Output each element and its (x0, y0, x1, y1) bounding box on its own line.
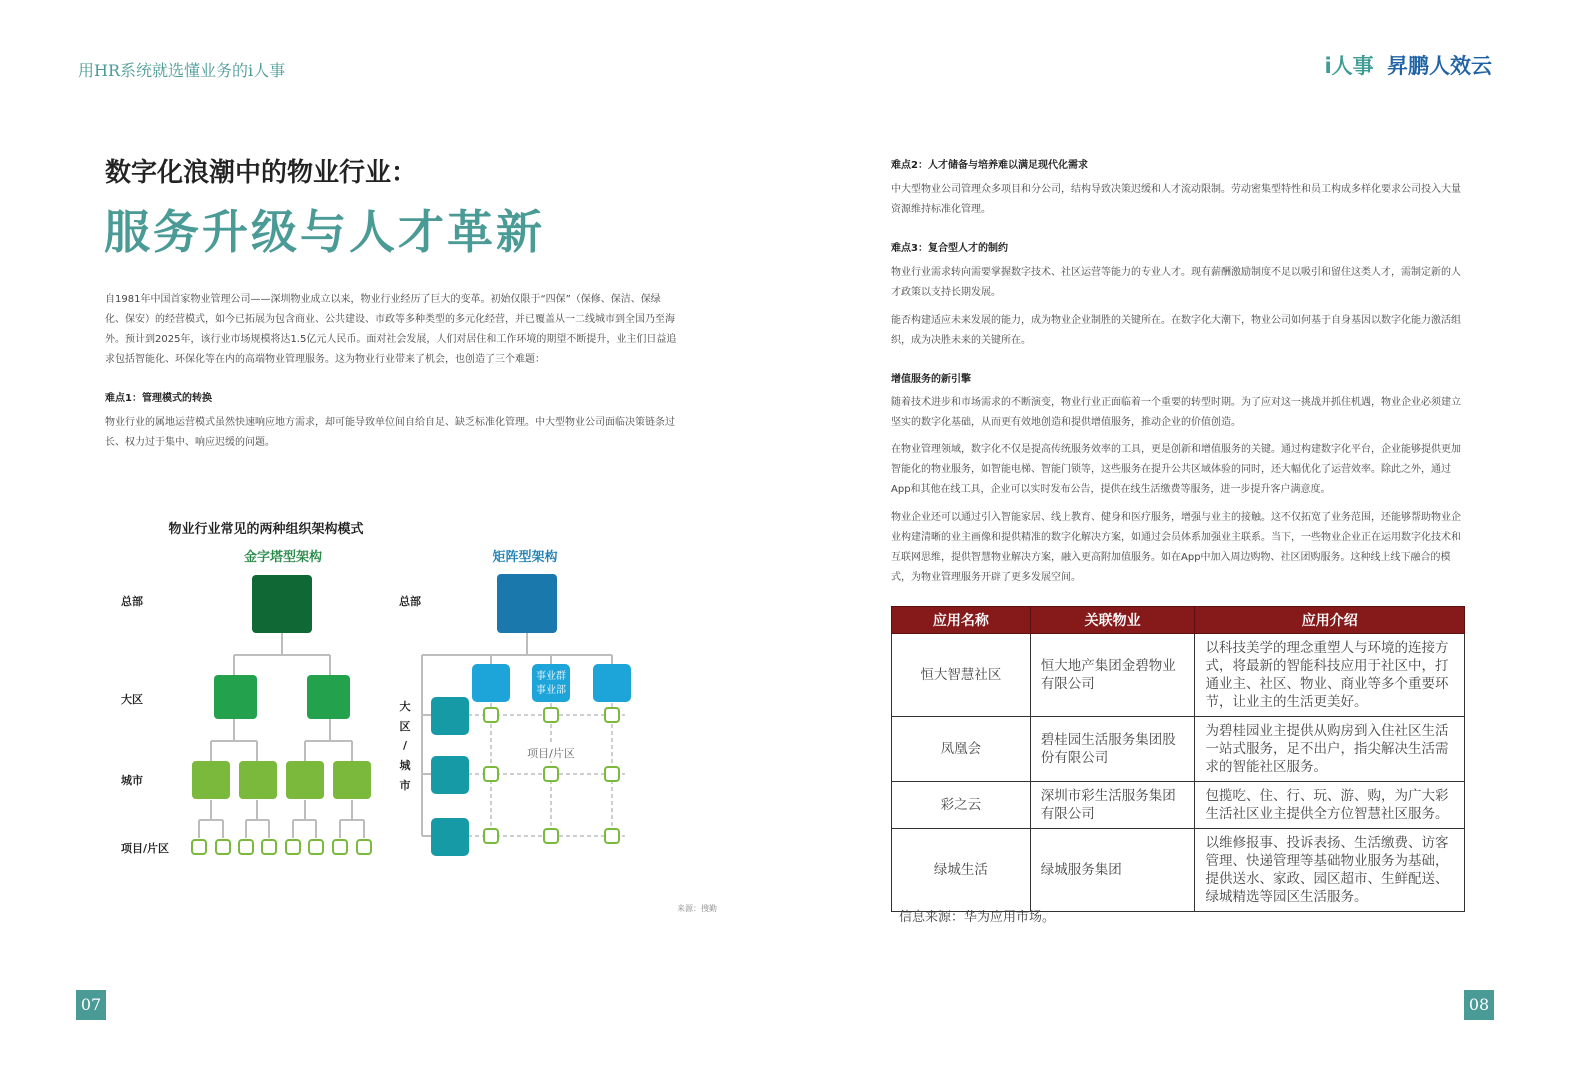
table-row (892, 717, 1465, 782)
matrix-label-hq: 总部 (399, 595, 421, 608)
matrix-project-node (484, 829, 498, 843)
pyramid-label-hq: 总部 (121, 595, 143, 608)
matrix-label-region-city: 大 (399, 700, 411, 713)
pyramid-title: 金字塔型架构 (243, 550, 323, 565)
table-header-cell: 应用名称 (892, 607, 1031, 634)
table-row (892, 829, 1465, 912)
matrix-region-node (431, 818, 469, 856)
table-cell: 绿城服务集团 (1030, 829, 1195, 912)
pyramid-region-node (307, 675, 350, 719)
pyramid-label-region: 大区 (121, 693, 143, 706)
table-row (892, 634, 1465, 717)
table-cell: 深圳市彩生活服务集团有限公司 (1030, 782, 1195, 829)
pyramid-project-node (357, 840, 371, 854)
pyramid-hq-node (252, 575, 312, 633)
matrix-project-node (544, 829, 558, 843)
value-section-title: 增值服务的新引擎 (891, 374, 971, 385)
page-title-line1: 数字化浪潮中的物业行业： (105, 158, 418, 188)
table-cell: 为碧桂园业主提供从购房到入住社区生活一站式服务，足不出户，指尖解决生活需求的智能社区服务。 (1195, 717, 1465, 782)
matrix-label-region-city: 区 (399, 720, 411, 733)
matrix-project-node (484, 767, 498, 781)
pyramid-city-node (239, 761, 277, 799)
table-header-row (892, 607, 1465, 634)
difficulty2-title: 难点2：人才储备与培养难以满足现代化需求 (891, 160, 1088, 171)
table-row (892, 782, 1465, 829)
pyramid-city-node (192, 761, 230, 799)
table-cell: 包揽吃、住、行、玩、游、购，为广大彩生活社区业主提供全方位智慧社区服务。 (1195, 782, 1465, 829)
pyramid-project-node (192, 840, 206, 854)
intro-paragraph: 自1981年中国首家物业管理公司——深圳物业成立以来，物业行业经历了巨大的变革。初始仅限于“四保”（保修、保洁、保绿化、保安）的经营模式，如今已拓展为包含商业、公共建设、市政等多种类型的多元化经营，并已覆盖从一二线城市到全国乃至海外。预计到2025年，该行业市场规模将达1.5亿元人民币。面对社会发展，人们对居住和工作环境的期望不断提升，业主们日益追求包括智能化、环保化等在内的高端物业管理服务。这为物业行业带来了机会，也创造了三个难题： (105, 294, 677, 365)
difficulty1-title: 难点1：管理模式的转换 (105, 393, 212, 404)
table-header-cell: 应用介绍 (1195, 607, 1465, 634)
pyramid-project-node (239, 840, 253, 854)
capability-text: 能否构建适应未来发展的能力，成为物业企业制胜的关键所在。在数字化大潮下，物业公司如何基于自身基因以数字化能力激活组织，成为决胜未来的关键所在。 (891, 315, 1461, 346)
chart-source: 来源：搜勤 (677, 904, 717, 913)
matrix-bu-node (532, 664, 570, 702)
difficulty3-text: 物业行业需求转向需要掌握数字技术、社区运营等能力的专业人才。现有薪酬激励制度不足以吸引和留住这类人才，需制定新的人才政策以支持长期发展。 (891, 267, 1461, 298)
matrix-label-region-city: 市 (399, 779, 411, 792)
table-source: 信息来源：华为应用市场。 (899, 910, 1056, 925)
table-cell: 以科技美学的理念重塑人与环境的连接方式，将最新的智能科技应用于社区中，打通业主、社区、物业、商业等多个重要环节，让业主的生活更美好。 (1195, 634, 1465, 717)
table-cell: 彩之云 (892, 782, 1031, 829)
value-paragraph-2: 在物业管理领域，数字化不仅是提高传统服务效率的工具，更是创新和增值服务的关键。通过构建数字化平台，企业能够提供更加智能化的物业服务，如智能电梯、智能门锁等，这些服务在提升公共区域体验的同时，还大幅优化了运营效率。除此之外，通过App和其他在线工具，企业可以实时发布公告，提供在线生活缴费等服务，进一步提升客户满意度。 (891, 444, 1461, 495)
matrix-region-node (431, 756, 469, 794)
matrix-title: 矩阵型架构 (492, 550, 558, 565)
matrix-bu-label: 事业群 (536, 671, 566, 682)
matrix-bu-node (593, 664, 631, 702)
table-cell: 恒大地产集团金碧物业有限公司 (1030, 634, 1195, 717)
table-cell: 以维修报事、投诉表扬、生活缴费、访客管理、快递管理等基础物业服务为基础，提供送水、家政、园区超市、生鲜配送、绿城精选等园区生活服务。 (1195, 829, 1465, 912)
page-title-line2: 服务升级与人才革新 (104, 205, 545, 259)
matrix-hq-node (497, 574, 557, 633)
matrix-project-node (484, 708, 498, 722)
matrix-project-node (544, 708, 558, 722)
table-cell: 碧桂园生活服务集团股份有限公司 (1030, 717, 1195, 782)
pyramid-city-node (333, 761, 371, 799)
pyramid-project-node (216, 840, 230, 854)
pyramid-project-node (333, 840, 347, 854)
diagram-title: 物业行业常见的两种组织架构模式 (168, 522, 364, 537)
matrix-label-region-city: 城 (399, 759, 411, 772)
page-number-left: 07 (76, 990, 106, 1020)
matrix-region-node (431, 697, 469, 735)
matrix-project-node (544, 767, 558, 781)
org-structure-diagram (100, 505, 730, 885)
brand-logo (1324, 50, 1492, 80)
table-header-cell: 关联物业 (1030, 607, 1195, 634)
value-paragraph-1: 随着技术进步和市场需求的不断演变，物业行业正面临着一个重要的转型时期。为了应对这一挑战并抓住机遇，物业企业必须建立坚实的数字化基础，从而更有效地创造和提供增值服务，推动企业的价值创造。 (891, 397, 1461, 428)
pyramid-label-city: 城市 (121, 774, 143, 787)
matrix-project-node (605, 708, 619, 722)
difficulty3-title: 难点3：复合型人才的制约 (891, 243, 1008, 254)
matrix-project-node (605, 767, 619, 781)
page-number-right: 08 (1464, 990, 1494, 1020)
pyramid-project-node (262, 840, 276, 854)
matrix-bu-node (472, 664, 510, 702)
pyramid-label-project: 项目/片区 (121, 842, 170, 855)
pyramid-city-node (286, 761, 324, 799)
header-tagline: 用HR系统就选懂业务的i人事 (78, 61, 286, 80)
app-table (891, 606, 1465, 912)
table-cell: 恒大智慧社区 (892, 634, 1031, 717)
matrix-bu-label: 事业部 (536, 685, 566, 696)
pyramid-project-node (309, 840, 323, 854)
matrix-project-label: 项目/片区 (527, 747, 575, 760)
difficulty1-text: 物业行业的属地运营模式虽然快速响应地方需求，却可能导致单位间自给自足、缺乏标准化管理。中大型物业公司面临决策链条过长、权力过于集中、响应迟缓的问题。 (105, 417, 675, 448)
pyramid-project-node (286, 840, 300, 854)
ihr-logo: i人事 (1324, 54, 1374, 78)
table-cell: 凤凰会 (892, 717, 1031, 782)
pyramid-region-node (214, 675, 257, 719)
table-cell: 绿城生活 (892, 829, 1031, 912)
matrix-project-node (605, 829, 619, 843)
brand-logo-text: 昇鹏人效云 (1387, 54, 1492, 78)
matrix-label-region-city: / (402, 739, 408, 752)
value-paragraph-3: 物业企业还可以通过引入智能家居、线上教育、健身和医疗服务，增强与业主的接触。这不仅拓宽了业务范围，还能够帮助物业企业构建清晰的业主画像和提供精准的数字化解决方案，如通过会员体系加强业主联系。当下，一些物业企业正在运用数字化技术和互联网思维，提供智慧物业解决方案，融入更高附加值服务。如在App中加入周边购物、社区团购服务。这种线上线下融合的模式，为物业管理服务开辟了更多发展空间。 (891, 512, 1461, 583)
difficulty2-text: 中大型物业公司管理众多项目和分公司，结构导致决策迟缓和人才流动限制。劳动密集型特性和员工构成多样化要求公司投入大量资源维持标准化管理。 (891, 184, 1461, 215)
